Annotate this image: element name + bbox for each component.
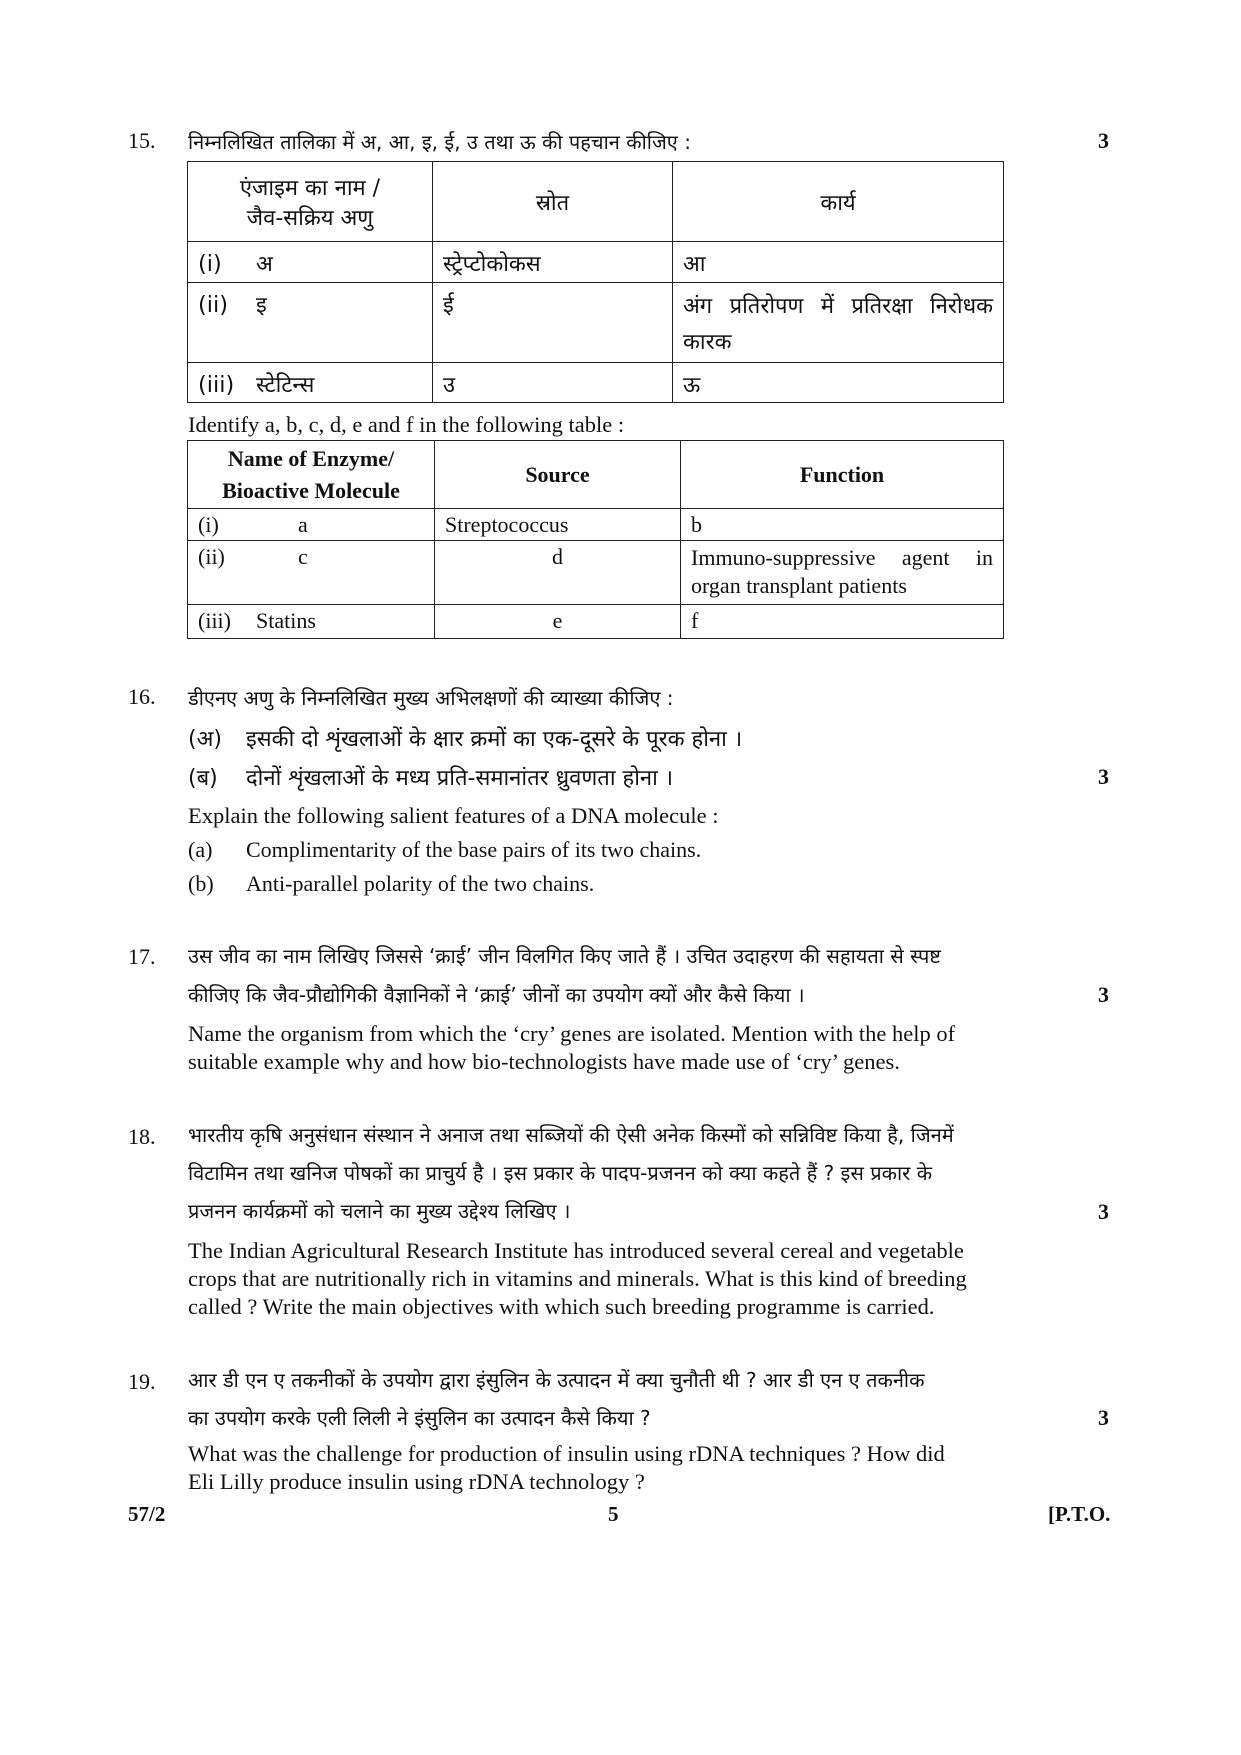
table-row [188, 363, 1004, 403]
question-english-line: suitable example why and how bio-technologists have made use of ‘cry’ genes. [188, 1049, 900, 1074]
marks: 3 [1098, 982, 1109, 1007]
table-cell [188, 283, 433, 363]
table-cell [188, 605, 435, 639]
page-number: 5 [608, 1502, 619, 1526]
table-cell: स्ट्रेप्टोकोकस [433, 242, 673, 283]
table-header: एंजाइम का नाम / जैव-सक्रिय अणु [188, 162, 433, 242]
item-text: Complimentarity of the base pairs of its two chains. [246, 837, 702, 862]
table-cell: उ [433, 363, 673, 403]
question-hindi-line: आर डी एन ए तकनीकों के उपयोग द्वारा इंसुलिन के उत्पादन में क्या चुनौती थी ? आर डी एन ए तकनीक [188, 1368, 925, 1392]
table-header-row [188, 441, 1004, 509]
row-number: (i) [198, 251, 222, 277]
row-name: c [298, 544, 308, 569]
row-name: Statins [256, 608, 316, 633]
hindi-table [187, 161, 1004, 403]
pto-label: [P.T.O. [1048, 1502, 1111, 1526]
table-cell: Immuno-suppressive agent in organ transplant patients [681, 541, 1004, 605]
table-row [188, 283, 1004, 363]
table-row [188, 242, 1004, 283]
row-name: a [298, 512, 308, 537]
question-english-line: crops that are nutritionally rich in vitamins and minerals. What is this kind of breeding [188, 1266, 967, 1291]
row-number: (iii) [198, 608, 231, 633]
question-english-prompt: Explain the following salient features of a DNA molecule : [188, 803, 719, 828]
question-number: 15. [128, 128, 156, 153]
question-english-line: What was the challenge for production of insulin using rDNA techniques ? How did [188, 1441, 945, 1466]
item-text: दोनों शृंखलाओं के मध्य प्रति-समानांतर ध्रुवणता होना । [246, 766, 674, 791]
marks: 3 [1098, 128, 1109, 153]
table-cell: d [435, 541, 681, 605]
table-cell: e [435, 605, 681, 639]
question-hindi-prompt: डीएनए अणु के निम्नलिखित मुख्य अभिलक्षणों की व्याख्या कीजिए : [188, 686, 674, 710]
table-cell: ई [433, 283, 673, 363]
question-number: 16. [128, 684, 156, 709]
question-number: 18. [128, 1124, 156, 1149]
question-english-line: Eli Lilly produce insulin using rDNA technology ? [188, 1469, 645, 1494]
row-name: अ [256, 252, 273, 277]
row-name: स्टेटिन्स [256, 373, 315, 398]
table-header: स्रोत [433, 162, 673, 242]
item-text: इसकी दो शृंखलाओं के क्षार क्रमों का एक-दूसरे के पूरक होना । [246, 727, 743, 752]
question-english-line: called ? Write the main objectives with which such breeding programme is carried. [188, 1294, 935, 1319]
item-label: (अ) [188, 727, 222, 752]
marks: 3 [1098, 764, 1109, 789]
question-number: 19. [128, 1369, 156, 1394]
table-cell: आ [673, 242, 1004, 283]
table-row [188, 605, 1004, 639]
row-number: (ii) [198, 292, 229, 318]
table-header: कार्य [673, 162, 1004, 242]
row-number: (iii) [198, 372, 235, 398]
table-header-row [188, 162, 1004, 242]
question-english-prompt: Identify a, b, c, d, e and f in the following table : [188, 412, 625, 437]
question-hindi-line: का उपयोग करके एली लिली ने इंसुलिन का उत्पादन कैसे किया ? [188, 1406, 651, 1430]
table-cell: Streptococcus [435, 509, 681, 541]
question-hindi-line: कीजिए कि जैव-प्रौद्योगिकी वैज्ञानिकों ने ‘क्राई’ जीनों का उपयोग क्यों और कैसे किया । [188, 983, 805, 1007]
item-text: Anti-parallel polarity of the two chains. [246, 871, 595, 896]
question-number: 17. [128, 944, 156, 969]
question-hindi-line: भारतीय कृषि अनुसंधान संस्थान ने अनाज तथा सब्जियों की ऐसी अनेक किस्मों को सन्निविष्ट किया है, जिनमें [188, 1123, 954, 1147]
item-label: (ब) [188, 766, 218, 791]
table-cell [188, 509, 435, 541]
marks: 3 [1098, 1405, 1109, 1430]
table-row [188, 541, 1004, 605]
row-number: (i) [198, 512, 219, 537]
row-number: (ii) [198, 544, 225, 569]
row-name: इ [256, 293, 267, 318]
question-hindi-prompt: निम्नलिखित तालिका में अ, आ, इ, ई, उ तथा ऊ की पहचान कीजिए : [188, 130, 691, 154]
table-cell: ऊ [673, 363, 1004, 403]
question-hindi-line: उस जीव का नाम लिखिए जिससे ‘क्राई’ जीन विलगित किए जाते हैं । उचित उदाहरण की सहायता से स्पष्ट [188, 944, 941, 968]
table-header: Source [435, 441, 681, 509]
item-label: (b) [188, 871, 214, 896]
item-label: (a) [188, 837, 213, 862]
table-cell: f [681, 605, 1004, 639]
question-hindi-line: प्रजनन कार्यक्रमों को चलाने का मुख्य उद्देश्य लिखिए । [188, 1199, 571, 1223]
question-english-line: The Indian Agricultural Research Institute has introduced several cereal and vegetable [188, 1238, 964, 1263]
english-table [187, 440, 1004, 639]
table-cell [188, 363, 433, 403]
table-header: Function [681, 441, 1004, 509]
table-row [188, 509, 1004, 541]
table-cell: अंग प्रतिरोपण में प्रतिरक्षा निरोधक कारक [673, 283, 1004, 363]
table-cell [188, 541, 435, 605]
table-cell [188, 242, 433, 283]
table-header: Name of Enzyme/ Bioactive Molecule [188, 441, 435, 509]
paper-code: 57/2 [128, 1502, 166, 1526]
question-english-line: Name the organism from which the ‘cry’ genes are isolated. Mention with the help of [188, 1021, 956, 1046]
marks: 3 [1098, 1199, 1109, 1224]
question-hindi-line: विटामिन तथा खनिज पोषकों का प्राचुर्य है । इस प्रकार के पादप-प्रजनन को क्या कहते हैं ? इस प्रकार के [188, 1161, 933, 1185]
table-cell: b [681, 509, 1004, 541]
